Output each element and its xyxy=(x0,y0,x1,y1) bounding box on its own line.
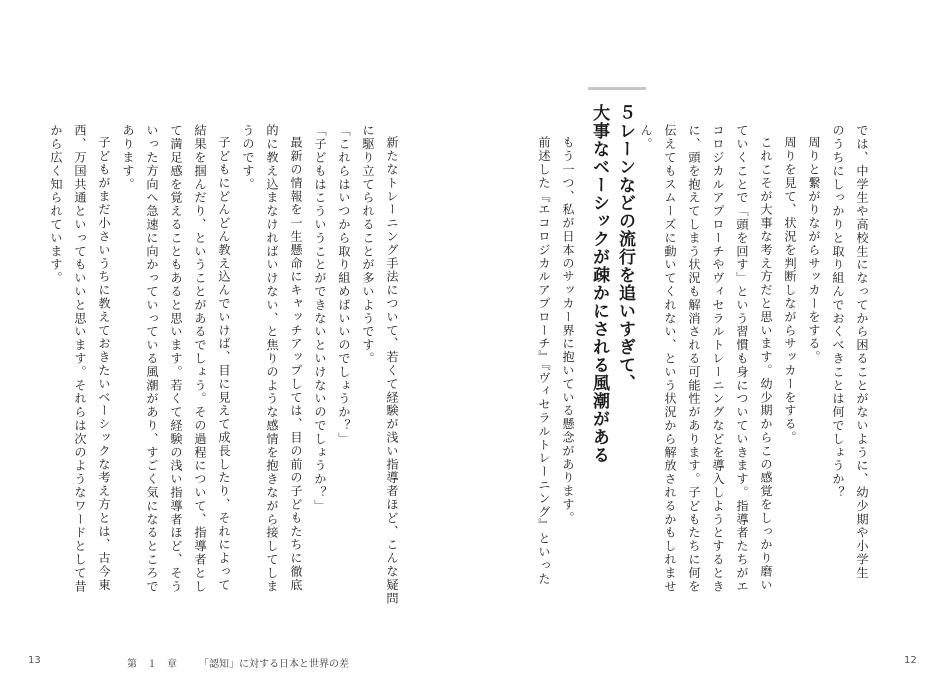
chapter-title: 「認知」に対する日本と世界の差 xyxy=(199,659,349,670)
body-line: うのです。 xyxy=(241,124,255,191)
chapter-label: 第 １ 章 xyxy=(127,659,177,670)
body-line: これこそが大事な考え方だと思います。幼少期からこの感覚をしっかり磨い xyxy=(759,136,773,592)
body-line: 「これらはいつから取り組めばいいのでしょうか？」 xyxy=(337,124,351,446)
section-divider xyxy=(588,87,646,90)
body-line: ていくことで「頭を回す」という習慣も身についていきます。指導者たちがエ xyxy=(735,124,749,593)
body-line: 子どもがまだ小さいうちに教えておきたいベーシックな考え方とは、古今東 xyxy=(97,136,111,592)
body-line: 西、万国共通といってもいいと思います。それらは次のようなワードとして昔 xyxy=(73,124,87,593)
body-line: では、中学生や高校生になってから困ることがないように、幼少期や小学生 xyxy=(855,124,869,580)
body-line: 周りを見て、状況を判断しながらサッカーをする。 xyxy=(783,136,797,445)
body-line: 新たなトレーニング手法について、若くて経験が浅い指導者ほど、こんな疑問 xyxy=(385,136,399,605)
body-line: あります。 xyxy=(121,124,135,191)
body-line: 伝えてもスムーズに動いてくれない、という状況から解放されるかもしれませ xyxy=(663,124,677,593)
section-heading-line: 大事なベーシックが疎かにされる風潮がある xyxy=(589,104,609,464)
body-line: ん。 xyxy=(639,124,653,151)
body-line: いった方向へ急速に向かっていっている風潮があり、すごく気になるところで xyxy=(145,124,159,593)
body-line: 前述した『エコロジカルアプローチ』『ヴィセラルトレーニング』といった xyxy=(537,136,551,586)
body-line: に駆り立てられることが多いようです。 xyxy=(361,124,375,366)
page-number-left: 13 xyxy=(28,655,41,666)
body-line: 最新の情報を一生懸命にキャッチアップしては、目の前の子どもたちに徹底 xyxy=(289,136,303,592)
body-line: コロジカルアプローチやヴィセラルトレーニングなどを導入しようとするとき xyxy=(711,124,725,593)
body-line: 周りと繋がりながらサッカーをする。 xyxy=(807,136,821,364)
body-line: に、頭を抱えてしまう状況も解消される可能性があります。子どもたちに何を xyxy=(687,124,701,593)
body-line: のうちにしっかりと取り組んでおくべきことは何でしょうか？ xyxy=(831,124,845,500)
body-line: 的に教え込まなければいけない、と焦りのような感情を抱きながら接してしま xyxy=(265,124,279,593)
running-head xyxy=(127,655,349,670)
page-number-right: 12 xyxy=(904,655,917,666)
body-line: 子どもにどんどん教え込んでいけば、目に見えて成長したり、それによって xyxy=(217,136,231,592)
section-heading-line: ５レーンなどの流行を追いすぎて、 xyxy=(615,104,635,392)
body-line: 結果を掴んだり、ということがあるでしょう。その過程について、指導者とし xyxy=(193,124,207,593)
body-line: て満足感を覚えることもあると思います。若くて経験の浅い指導者ほど、そう xyxy=(169,124,183,593)
body-line: から広く知られています。 xyxy=(49,124,63,285)
body-line: もう一つ、私が日本のサッカー界に抱いている懸念があります。 xyxy=(561,136,575,525)
body-line: 「子どもはこういうことができないといけないのでしょうか？」 xyxy=(313,124,327,513)
